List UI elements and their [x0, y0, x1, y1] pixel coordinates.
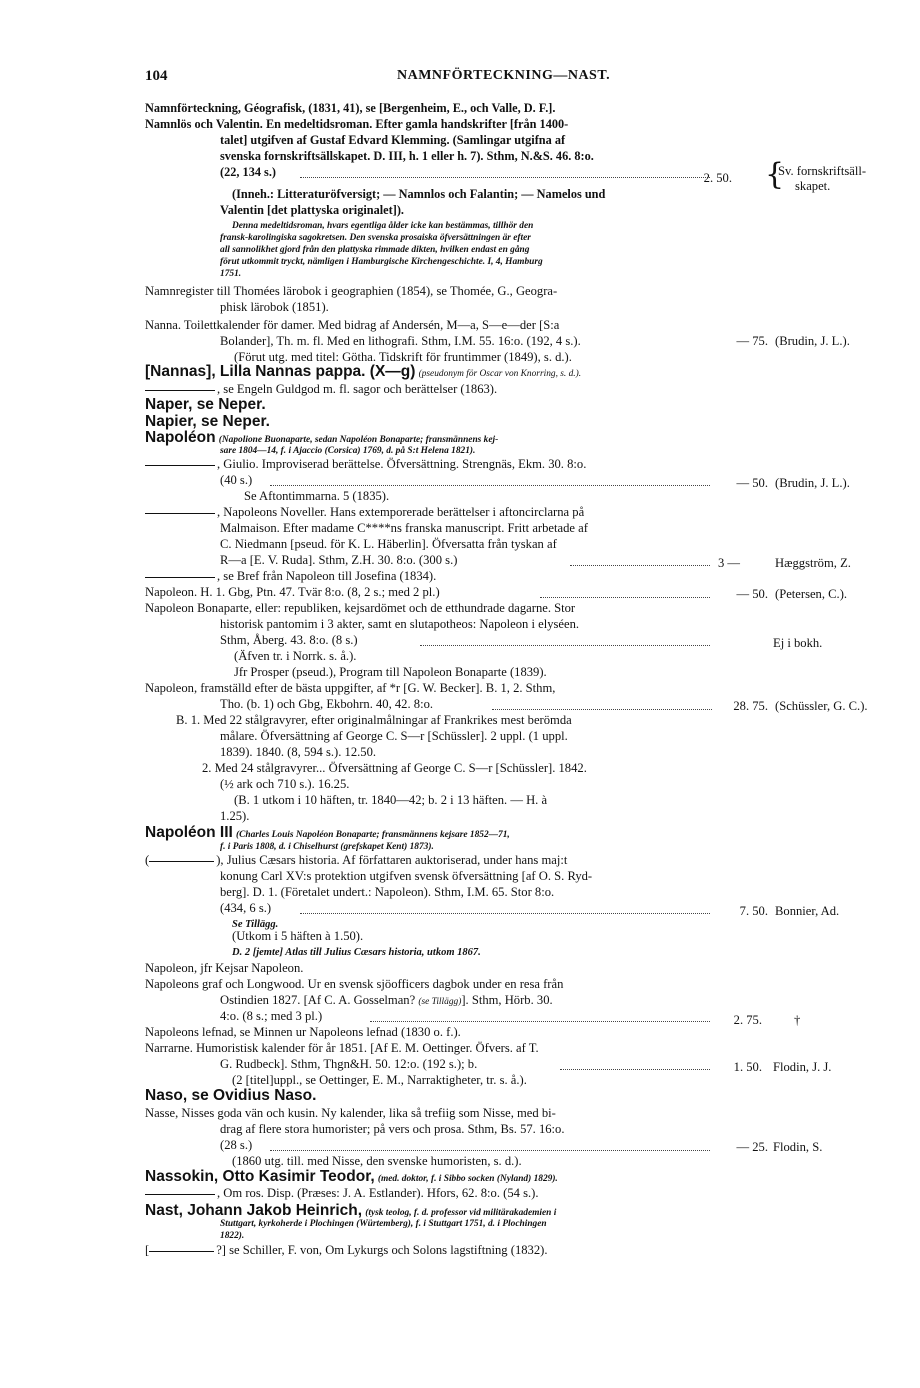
leader-dots: [270, 1150, 710, 1151]
leader-dots: [560, 1069, 710, 1070]
repeat-dash: [149, 861, 214, 862]
entry-line: ]. Sthm, Hörb. 30.: [461, 993, 553, 1007]
note-line: all sannolikhet gjord från den plattyska rimmade dikten, hvilken endast en gång: [220, 245, 530, 255]
entry-line: G. Rudbeck]. Sthm, Thgn&H. 50. 12:o. (192 s.); b.: [220, 1057, 478, 1071]
entry-line: (434, 6 s.): [220, 901, 272, 915]
entry-line: Nanna. Toilettkalender för damer. Med bidrag af Andersén, M—a, S—e—der [S:a: [145, 318, 560, 332]
leader-dots: [420, 645, 710, 646]
entry-line: Bolander], Th. m. fl. Med en lithografi. Sthm, I.M. 55. 16:o. (192, 4 s.).: [220, 334, 581, 348]
entry-line: 1.25).: [220, 809, 250, 823]
entry-line: (28 s.): [220, 1138, 253, 1152]
entry-heading: Naper, se Neper.: [145, 396, 266, 413]
entry-line: Ostindien 1827. [Af C. A. Gosselman?: [220, 993, 416, 1007]
entry-line: , Giulio. Improviserad berättelse. Öfversättning. Strengnäs, Ekm. 30. 8:o.: [217, 457, 587, 471]
note-line: 1751.: [220, 269, 242, 279]
entry-line: Napoleon, jfr Kejsar Napoleon.: [145, 961, 304, 975]
note-line: fransk-karolingiska sagokretsen. Den svenska prosaiska öfversättningen är efter: [220, 233, 531, 243]
price: 3 —: [717, 556, 740, 570]
entry-line: 4:o. (8 s.; med 3 pl.): [220, 1009, 323, 1023]
entry-line: (Förut utg. med titel: Götha. Tidskrift för fruntimmer (1849), s. d.).: [234, 350, 572, 364]
publisher: (Brudin, J. L.).: [775, 476, 850, 490]
publisher: (Brudin, J. L.).: [775, 334, 850, 348]
brace: {: [765, 157, 785, 192]
entry-line: C. Niedmann [pseud. för K. L. Häberlin]. Öfversatta från tyskan af: [220, 537, 557, 551]
leader-dots: [300, 913, 710, 914]
heading-note: (Charles Louis Napoléon Bonaparte; fransmännens kejsare 1852—71,: [236, 830, 510, 840]
leader-dots: [492, 709, 712, 710]
entry-line: Valentin [det plattyska originalet]).: [220, 203, 404, 217]
leader-dots: [370, 1021, 710, 1022]
heading-note: (Napolione Buonaparte, sedan Napoléon Bonaparte; fransmännens kej-: [218, 435, 499, 445]
entry-line: (½ ark och 710 s.). 16.25.: [220, 777, 350, 791]
heading-note: 1822).: [220, 1231, 245, 1241]
publisher: Flodin, S.: [773, 1140, 823, 1154]
entry-line: svenska fornskriftsällskapet. D. III, h. 1 eller h. 7). Sthm, N.&S. 46. 8:o.: [220, 149, 594, 163]
repeat-dash: [145, 1194, 215, 1195]
leader-dots: [270, 485, 710, 486]
note-line: Denna medeltidsroman, hvars egentliga ålder icke kan bestämmas, tillhör den: [232, 221, 534, 231]
leader-dots: [300, 177, 710, 178]
publisher: Sv. fornskriftsäll-: [778, 164, 867, 178]
entry-heading: Napoléon III: [145, 824, 233, 841]
entry-line: , se Engeln Guldgod m. fl. sagor och berättelser (1863).: [217, 382, 498, 396]
heading-note: (pseudonym för Oscar von Knorring, s. d.).: [418, 369, 582, 379]
entry-line: drag af flere stora humorister; på vers och prosa. Sthm, Bs. 57. 16:o.: [220, 1122, 565, 1136]
note-line: D. 2 [jemte] Atlas till Julius Cæsars historia, utkom 1867.: [232, 947, 481, 958]
entry-line: phisk lärobok (1851).: [220, 300, 329, 314]
price: — 50.: [736, 587, 768, 601]
entry-line: (22, 134 s.): [220, 165, 277, 179]
repeat-dash: [145, 577, 215, 578]
entry-line: R—a [E. V. Ruda]. Sthm, Z.H. 30. 8:o. (300 s.): [220, 553, 458, 567]
entry-line: (Inneh.: Litteraturöfversigt; — Namnlos och Falantin; — Namelos und: [232, 187, 606, 201]
heading-note: f. i Paris 1808, d. i Chiselhurst (grefskapet Kent) 1873).: [220, 842, 434, 852]
entry-line: Namnlös och Valentin. En medeltidsroman. Efter gamla handskrifter [från 1400-: [145, 117, 569, 131]
repeat-dash: [145, 513, 215, 514]
price: — 25.: [736, 1140, 768, 1154]
price: 2. 50.: [703, 171, 732, 185]
publisher: Ej i bokh.: [773, 636, 823, 650]
heading-note: (se Tillägg): [418, 997, 462, 1007]
entry-line: Napoleons lefnad, se Minnen ur Napoleons lefnad (1830 o. f.).: [145, 1025, 461, 1039]
leader-dots: [540, 597, 710, 598]
note-line: förut utkommit tryckt, nämligen i Hamburgische Kirchengeschichte. I, 4, Hamburg: [220, 257, 543, 267]
entry-line: 1839). 1840. (8, 594 s.). 12.50.: [220, 745, 377, 759]
publisher: (Petersen, C.).: [775, 587, 848, 601]
entry-line: 2. Med 24 stålgravyrer... Öfversättning af George C. S—r [Schüssler]. 1842.: [202, 761, 587, 775]
entry-heading: Napoléon: [145, 429, 216, 446]
entry-line: ), Julius Cæsars historia. Af författaren auktoriserad, under hans maj:t: [216, 853, 568, 867]
publisher: (Schüssler, G. C.).: [775, 699, 868, 713]
entry-line: Napoleons graf och Longwood. Ur en svensk sjöofficers dagbok under en resa från: [145, 977, 564, 991]
entry-line: målare. Öfversättning af George C. S—r [Schüssler]. 2 uppl. (1 uppl.: [220, 729, 568, 743]
entry-line: historisk pantomim i 3 akter, samt en slutapotheos: Napoleon i elyséen.: [220, 617, 580, 631]
entry-line: , se Bref från Napoleon till Josefina (1834).: [217, 569, 437, 583]
entry-line: Sthm, Åberg. 43. 8:o. (8 s.): [220, 633, 358, 647]
entry-line: Nasse, Nisses goda vän och kusin. Ny kalender, lika så trefiig som Nisse, med bi-: [145, 1106, 556, 1120]
entry-heading: Nast, Johann Jakob Heinrich,: [145, 1202, 363, 1219]
entry-line: Namnregister till Thomées lärobok i geographien (1854), se Thomée, G., Geogra-: [145, 284, 558, 298]
entry-line: berg]. D. 1. (Företalet undert.: Napoleon). Sthm, I.M. 65. Stor 8:o.: [220, 885, 555, 899]
entry-line: (B. 1 utkom i 10 häften, tr. 1840—42; b. 2 i 13 häften. — H. à: [234, 793, 548, 807]
entry-line: (2 [titel]uppl., se Oettinger, E. M., Narraktigheter, tr. s. å.).: [232, 1073, 527, 1087]
entry-line: Jfr Prosper (pseud.), Program till Napoleon Bonaparte (1839).: [234, 665, 547, 679]
heading-note: (med. doktor, f. i Sibbo socken (Nyland) 1829).: [377, 1174, 558, 1184]
repeat-dash: [145, 465, 215, 466]
entry-line: Tho. (b. 1) och Gbg, Ekbohrn. 40, 42. 8:o.: [220, 697, 434, 711]
note-line: Se Tillägg.: [232, 919, 279, 930]
price: 2. 75.: [733, 1013, 762, 1027]
entry-line: Napoleon Bonaparte, eller: republiken, kejsardömet och de etthundrade dagarne. Stor: [145, 601, 576, 615]
page-number: 104: [145, 68, 168, 84]
entry-line: , Om ros. Disp. (Præses: J. A. Estlander). Hfors, 62. 8:o. (54 s.).: [217, 1186, 539, 1200]
entry-line: konung Carl XV:s protektion utgifven svensk öfversättning [af O. S. Ryd-: [220, 869, 593, 883]
entry-line: (1860 utg. till. med Nisse, den svenske humoristen, s. d.).: [232, 1154, 522, 1168]
entry-line: Napoleon, framställd efter de bästa uppgifter, af *r [G. W. Becker]. B. 1, 2. Sthm,: [145, 681, 556, 695]
entry-heading: Nassokin, Otto Kasimir Teodor,: [145, 1168, 375, 1185]
heading-note: Stuttgart, kyrkoherde i Plochingen (Würtemberg), f. i Stuttgart 1751, d. i Plochingen: [220, 1219, 547, 1229]
entry-heading: Naso, se Ovidius Naso.: [145, 1087, 317, 1104]
entry-heading: Napier, se Neper.: [145, 413, 270, 430]
page-header: [145, 68, 725, 90]
entry-line: (Utkom i 5 häften à 1.50).: [232, 929, 364, 943]
publisher: Bonnier, Ad.: [775, 904, 840, 918]
document-page: 104 NAMNFÖRTECKNING—NAST. Namnförteckning, Géografisk, (1831, 41), se [Bergenheim, E., och Valle, D. F.]. Namnlös och Valentin. En medeltidsroman. Efter gamla handskrifter [från 1400- talet] utgifven af Gustaf Edvard Klemming. (Samlingar utgifna af svenska fornskriftsällskapet. D. III, h. 1 eller h. 7). Sthm, N.&S. 46. 8:o. (22, 134 s.) 2. 50. { Sv. fornskriftsäll- skapet. (Inneh.: Litteraturöfversigt; — Namnlos och Falantin; — Namelos und Valentin [det plattyska originalet]). Denna medeltidsroman, hvars egentliga ålder icke kan bestämmas, tillhör den fransk-karolingiska sagokretsen. Den svenska prosaiska öfversättningen är efter all sannolikhet gjord från den plattyska rimmade dikten, hvilken endast en gång förut utkommit tryckt, nämligen i Hamburgische Kirchengeschichte. I, 4, Hamburg 1751. Namnregister till Thomées lärobok i geographien (1854), se Thomée, G., Geogra- phisk lärobok (1851). Nanna. Toilettkalender för damer. Med bidrag af Andersén, M—a, S—e—der [S:a Bolander], Th. m. fl. Med en lithografi. Sthm, I.M. 55. 16:o. (192, 4 s.). — 75. (Brudin, J. L.). (Förut utg. med titel: Götha. Tidskrift för fruntimmer (1849), s. d.). [Nannas], Lilla Nannas pappa. (X—g) (pseudonym för Oscar von Knorring, s. d.). , se Engeln Guldgod m. fl. sagor och berättelser (1863). Naper, se Neper. Napier, se Neper. Napoléon (Napolione Buonaparte, sedan Napoléon Bonaparte; fransmännens kej- sare 1804—14, f. i Ajaccio (Corsica) 1769, d. på S:t Helena 1821). , Giulio. Improviserad berättelse. Öfversättning. Strengnäs, Ekm. 30. 8:o. (40 s.) — 50. (Brudin, J. L.). Se Aftontimmarna. 5 (1835). , Napoleons Noveller. Hans extemporerade berättelser i aftoncirclarna på Malmaison. Efter madame C****ns franska manuscript. Fritt arbetade af C. Niedmann [pseud. för K. L. Häberlin]. Öfversatta från tyskan af R—a [E. V. Ruda]. Sthm, Z.H. 30. 8:o. (300 s.) 3 — Hæggström, Z. , se Bref från Napoleon till Josefina (1834). Napoleon. H. 1. Gbg, Ptn. 47. Tvär 8:o. (8, 2 s.; med 2 pl.) — 50. (Petersen, C.). Napoleon Bonaparte, eller: republiken, kejsardömet och de etthundrade dagarne. Stor historisk pantomim i 3 akter, samt en slutapotheos: Napoleon i elyséen. Sthm, Åberg. 43. 8:o. (8 s.) Ej i bokh. (Äfven tr. i Norrk. s. å.). Jfr Prosper (pseud.), Program till Napoleon Bonaparte (1839). Napoleon, framställd efter de bästa uppgifter, af *r [G. W. Becker]. B. 1, 2. Sthm, Tho. (b. 1) och Gbg, Ekbohrn. 40, 42. 8:o. 28. 75. (Schüssler, G. C.). B. 1. Med 22 stålgravyrer, efter originalmålningar af Frankrikes mest berömda målare. Öfversättning af George C. S—r [Schüssler]. 2 uppl. (1 uppl. 1839). 1840. (8, 594 s.). 12.50. 2. Med 24 stålgravyrer... Öfversättning af George C. S—r [Schüssler]. 1842. (½ ark och 710 s.). 16.25. (B. 1 utkom i 10 häften, tr. 1840—42; b. 2 i 13 häften. — H. à 1.25). Napoléon III (Charles Louis Napoléon Bonaparte; fransmännens kejsare 1852—71, f. i Paris 1808, d. i Chiselhurst (grefskapet Kent) 1873). ( ), Julius Cæsars historia. Af författaren auktoriserad, under hans maj:t konung Carl XV:s protektion utgifven svensk öfversättning [af O. S. Ryd- berg]. D. 1. (Företalet undert.: Napoleon). Sthm, I.M. 65. Stor 8:o. (434, 6 s.) 7. 50. Bonnier, Ad. Se Tillägg. (Utkom i 5 häften à 1.50). D. 2 [jemte] Atlas till Julius Cæsars historia, utkom 1867. Napoleon, jfr Kejsar Napoleon. Napoleons graf och Longwood. Ur en svensk sjöofficers dagbok under en resa från Ostindien 1827. [Af C. A. Gosselman? (se Tillägg)]. Sthm, Hörb. 30. 4:o. (8 s.; med 3 pl.) 2. 75. † Napoleons lefnad, se Minnen ur Napoleons lefnad (1830 o. f.). Narrarne. Humoristisk kalender för år 1851. [Af E. M. Oettinger. Öfvers. af T. G. Rudbeck]. Sthm, Thgn&H. 50. 12:o. (192 s.); b. 1. 50. Flodin, J. J. (2 [titel]uppl., se Oettinger, E. M., Narraktigheter, tr. s. å.). Naso, se Ovidius Naso. Nasse, Nisses goda vän och kusin. Ny kalender, lika så trefiig som Nisse, med bi- drag af flere stora humorister; på vers och prosa. Sthm, Bs. 57. 16:o. (28 s.) — 25. Flodin, S. (1860 utg. till. med Nisse, den svenske humoristen, s. d.). Nassokin, Otto Kasimir Teodor, (med. doktor, f. i Sibbo socken (Nyland) 1829). , Om ros. Disp. (Præses: J. A. Estlander). Hfors, 62. 8:o. (54 s.). Nast, Johann Jakob Heinrich, (tysk teolog, f. d. professor vid militärakademien i Stuttgart, kyrkoherde i Plochingen (Würtemberg), f. i Stuttgart 1751, d. i Plochingen 1822). [ ?] se Schiller, F. von, Om Lykurgs och Solons lagstiftning (1832).: [145, 68, 868, 1257]
repeat-dash: [145, 390, 215, 391]
publisher: skapet.: [795, 179, 831, 193]
entry-heading: [Nannas], Lilla Nannas pappa. (X—g): [145, 363, 416, 380]
entry-line: Narrarne. Humoristisk kalender för år 1851. [Af E. M. Oettinger. Öfvers. af T.: [145, 1041, 539, 1055]
entry-line: ?] se Schiller, F. von, Om Lykurgs och Solons lagstiftning (1832).: [216, 1243, 548, 1257]
entry-line: talet] utgifven af Gustaf Edvard Klemming. (Samlingar utgifna af: [220, 133, 566, 147]
entry-line: (40 s.): [220, 473, 253, 487]
entry-line: Napoleon. H. 1. Gbg, Ptn. 47. Tvär 8:o. (8, 2 s.; med 2 pl.): [145, 585, 440, 599]
entry-line: (Äfven tr. i Norrk. s. å.).: [234, 649, 357, 663]
heading-note: sare 1804—14, f. i Ajaccio (Corsica) 1769, d. på S:t Helena 1821).: [220, 446, 476, 456]
publisher: Flodin, J. J.: [773, 1060, 832, 1074]
price: — 75.: [736, 334, 768, 348]
dagger-mark: †: [794, 1013, 801, 1027]
repeat-dash: [149, 1251, 214, 1252]
entry-line: Se Aftontimmarna. 5 (1835).: [244, 489, 390, 503]
running-head: NAMNFÖRTECKNING—NAST.: [397, 68, 611, 83]
price: 1. 50.: [733, 1060, 762, 1074]
price: — 50.: [736, 476, 768, 490]
entry-line: Malmaison. Efter madame C****ns franska manuscript. Fritt arbetade af: [220, 521, 588, 535]
entry-line: Namnförteckning, Géografisk, (1831, 41), se [Bergenheim, E., och Valle, D. F.].: [145, 101, 556, 115]
entry-line: B. 1. Med 22 stålgravyrer, efter originalmålningar af Frankrikes mest berömda: [176, 713, 572, 727]
entry-line: , Napoleons Noveller. Hans extemporerade berättelser i aftoncirclarna på: [217, 505, 585, 519]
price: 28. 75.: [733, 699, 768, 713]
heading-note: (tysk teolog, f. d. professor vid militärakademien i: [365, 1208, 557, 1218]
publisher: Hæggström, Z.: [775, 556, 851, 570]
price: 7. 50.: [739, 904, 768, 918]
